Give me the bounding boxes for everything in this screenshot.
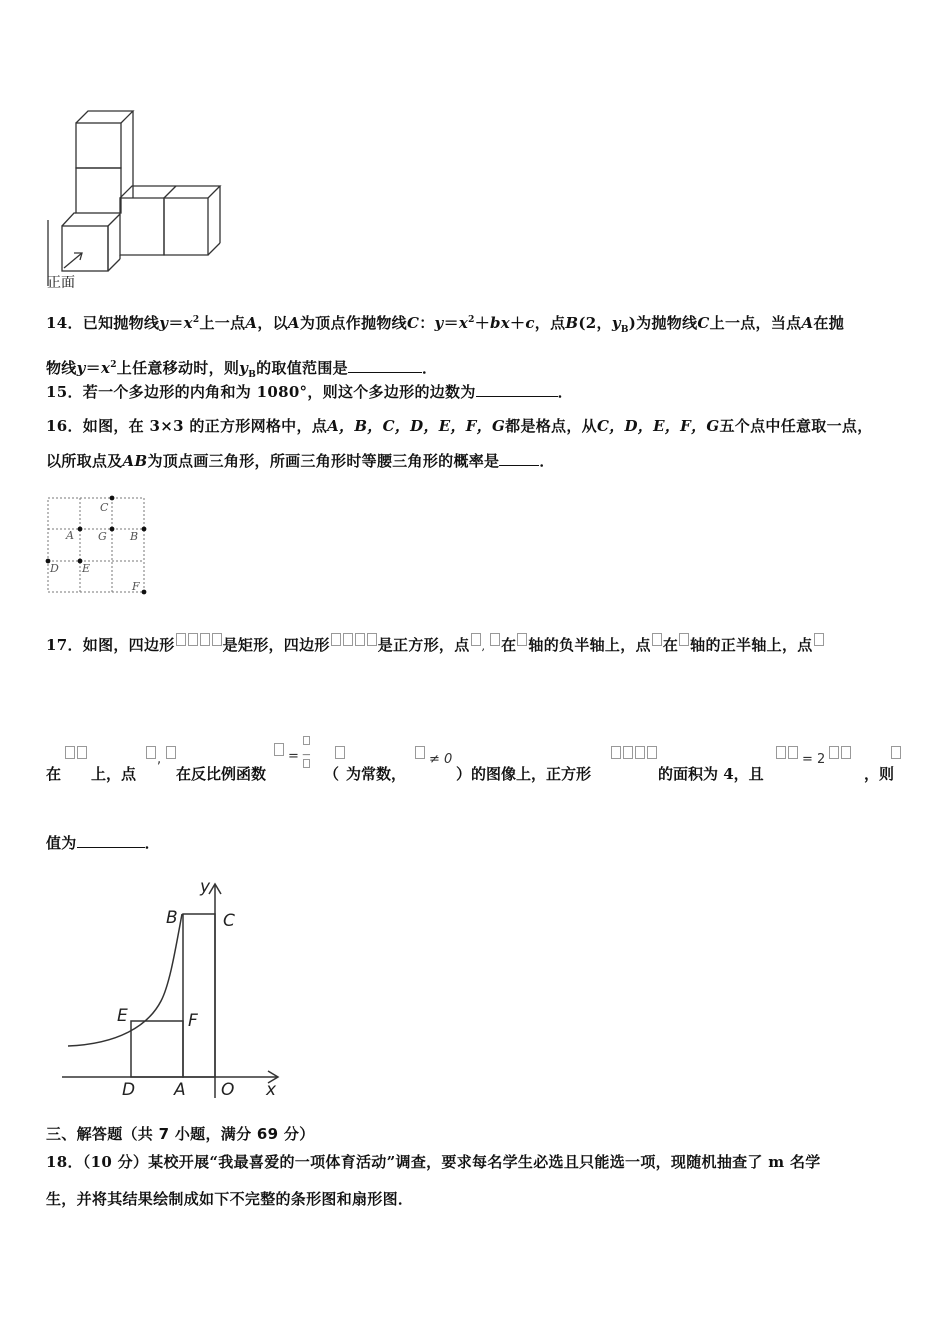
label-a: A	[174, 1080, 186, 1100]
answer-blank[interactable]	[348, 356, 422, 373]
label-d: D	[122, 1080, 136, 1100]
point-f-label: F	[132, 580, 140, 593]
section-3-title: 三、解答题（共 7 小题，满分 69 分）	[46, 1125, 315, 1143]
point-b-label: B	[130, 530, 139, 543]
answer-blank[interactable]	[77, 831, 145, 848]
coordinate-figure	[58, 876, 288, 1106]
label-f: F	[188, 1011, 198, 1031]
point-c-label: C	[100, 501, 109, 514]
question-17: 17．如图，四边形 是矩形，四边形 是正方形，点 , 在 轴的负半轴上，点 在 轴的正半轴上，点	[46, 628, 906, 664]
formula-fragments: , = — ≠ 0 = 2	[0, 726, 950, 766]
point-g-label: G	[98, 530, 107, 543]
label-c: C	[223, 911, 235, 931]
label-y: y	[200, 877, 211, 897]
label-o: O	[221, 1080, 235, 1100]
point-a-label: A	[66, 529, 74, 542]
grid-figure	[42, 492, 152, 598]
label-e: E	[117, 1006, 128, 1026]
point-d-label: D	[50, 562, 59, 575]
question-18: 18．（10 分）某校开展“我最喜爱的一项体育活动”调查，要求每名学生必选且只能选一项，现随机抽查了 m 名学 生，并将其结果绘制成如下不完整的条形图和扇形图．	[46, 1153, 821, 1208]
question-15: 15．若一个多边形的内角和为 1080°，则这个多边形的边数为 ．	[46, 375, 906, 410]
question-14: 14．已知抛物线$y=x^2$上一点A，以A为顶点作抛物线C：$y=x^2+bx+c$，点B(2，$y_B$)为抛物线C上一点，当点A在抛 物线$y=x^2$上任意移动时，则$y_B$的取值范围是 ．	[46, 314, 845, 380]
question-17-line-2: 在 上，点 在反比例函数 （ 为常数， ）的图像上，正方形 的面积为 4，且 ，则	[46, 765, 895, 783]
label-b: B	[166, 908, 178, 928]
answer-blank[interactable]	[476, 380, 558, 397]
cube-figure	[44, 108, 224, 293]
answer-blank[interactable]	[499, 449, 539, 466]
front-label: 正面	[47, 275, 75, 291]
label-x: x	[266, 1080, 277, 1100]
question-17-line-3: 值为 ．	[46, 826, 906, 861]
point-e-label: E	[82, 562, 91, 575]
question-16: 16．如图，在 3×3 的正方形网格中，点A，B，C，D，E，F，G都是格点，从C，D，E，F，G五个点中任意取一点， 以所取点及AB为顶点画三角形，所画三角形时等腰三角形的概率是 ．	[46, 417, 873, 470]
